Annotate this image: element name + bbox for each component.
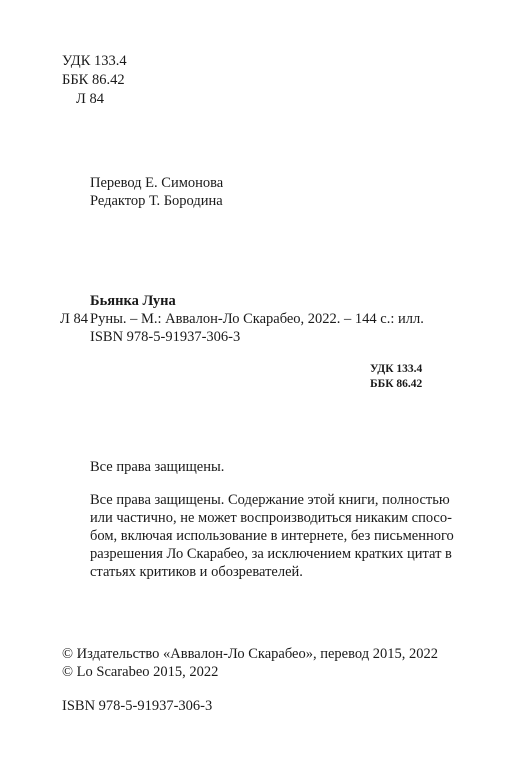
catalog-mark: Л 84 xyxy=(60,311,88,327)
catalog-bbk: ББК 86.42 xyxy=(370,378,423,390)
editor-credit: Редактор Т. Бородина xyxy=(90,193,223,209)
catalog-udk: УДК 133.4 xyxy=(370,363,423,375)
catalog-author: Бьянка Луна xyxy=(90,293,176,309)
catalog-isbn: ISBN 978-5-91937-306-3 xyxy=(90,329,241,345)
udk-code: УДК 133.4 xyxy=(62,53,127,69)
rights-short: Все права защищены. xyxy=(90,459,225,475)
rights-line: разрешения Ло Скарабео, за исключением кратких цитат в xyxy=(90,546,452,562)
rights-line: бом, включая использование в интернете, без письменного xyxy=(90,528,454,544)
rights-line: Все права защищены. Содержание этой книги, полностью xyxy=(90,492,450,508)
catalog-description: Руны. – М.: Аввалон-Ло Скарабео, 2022. – 144 с.: илл. xyxy=(90,311,424,327)
rights-paragraph xyxy=(90,491,454,581)
rights-line: статьях критиков и обозревателей. xyxy=(90,564,303,580)
translator-credit: Перевод Е. Симонова xyxy=(90,175,224,191)
copyright-original: © Lo Scarabeo 2015, 2022 xyxy=(62,664,219,680)
bbk-code: ББК 86.42 xyxy=(62,72,125,88)
rights-line: или частично, не может воспроизводиться никаким спосо- xyxy=(90,510,452,526)
copyright-publisher: © Издательство «Аввалон-Ло Скарабео», перевод 2015, 2022 xyxy=(62,646,438,662)
isbn-bottom: ISBN 978-5-91937-306-3 xyxy=(62,698,213,714)
author-mark: Л 84 xyxy=(76,91,104,107)
